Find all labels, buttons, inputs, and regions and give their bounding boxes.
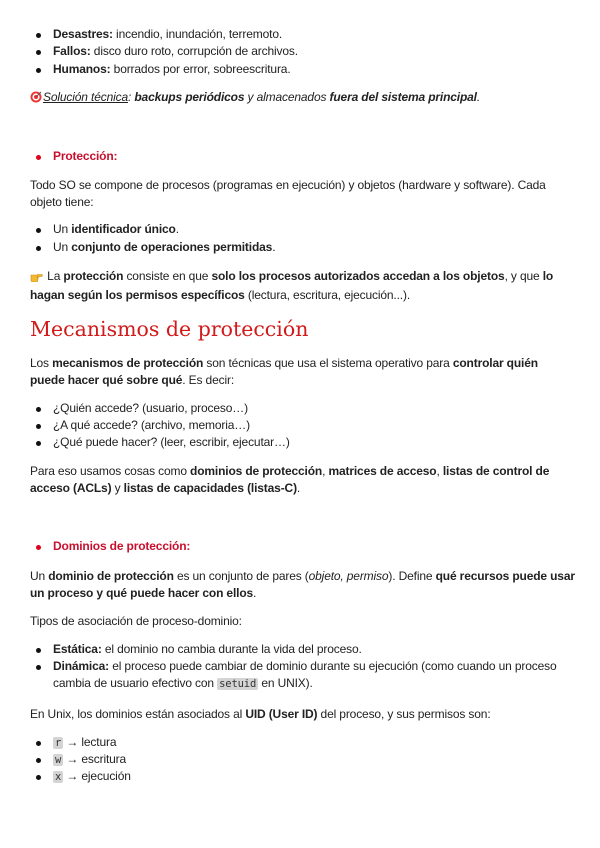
item-label: Desastres: [53, 27, 113, 41]
list-item: ¿Qué puede hacer? (leer, escribir, ejecutar…) [53, 434, 573, 451]
p1-text: . Es decir: [182, 373, 234, 387]
item-text: incendio, inundación, terremoto. [112, 27, 283, 41]
perm-code: x [55, 771, 62, 783]
list-item: ¿Quién accede? (usuario, proceso…) [53, 400, 573, 417]
perm-text: lectura [81, 735, 117, 749]
item-pre: Un [53, 222, 72, 236]
p2-text: , [436, 464, 443, 478]
type-label: Dinámica: [53, 659, 110, 673]
protection-intro: Todo SO se compone de procesos (programas en ejecución) y objetos (hardware y software). Cada objeto tiene: [30, 178, 546, 209]
list-item [53, 658, 573, 693]
permission-item [53, 768, 573, 786]
def-text: consiste en que [123, 269, 212, 283]
perm-text: ejecución [81, 769, 131, 783]
p2-text: y [111, 481, 124, 495]
list-item [53, 26, 573, 43]
list-item: ¿A qué accede? (archivo, memoria…) [53, 417, 573, 434]
perm-code: r [55, 737, 62, 749]
unix-text: En Unix, los dominios están asociados al [30, 707, 246, 721]
dd-text: . [253, 586, 257, 600]
item-bold: conjunto de operaciones permitidas [71, 240, 273, 254]
p2-text: , [322, 464, 329, 478]
item-post: . [175, 222, 179, 236]
list-item [53, 43, 573, 60]
solution-bold-2: fuera del sistema principal [329, 90, 477, 104]
arrow-icon: → [63, 769, 82, 783]
list-item [53, 221, 573, 238]
item-text: borrados por error, sobreescritura. [110, 62, 291, 76]
solution-end: . [476, 90, 481, 104]
mechanisms-tools [30, 463, 575, 497]
list-item [53, 641, 573, 658]
solution-colon: : [128, 90, 135, 104]
perm-code: w [55, 754, 62, 766]
solution-note [30, 89, 575, 108]
item-pre: Un [53, 240, 72, 254]
type-text: el dominio no cambia durante la vida del proceso. [101, 642, 362, 656]
p2-bold: dominios de protección [190, 464, 323, 478]
section-title: Mecanismos de protección [30, 317, 309, 341]
dd-bold: dominio de protección [48, 569, 174, 583]
def-text: (lectura, escritura, ejecución...). [244, 288, 411, 302]
item-text: disco duro roto, corrupción de archivos. [90, 44, 298, 58]
protection-heading: Protección: [53, 148, 573, 165]
protection-definition [30, 268, 575, 304]
def-bold: protección [63, 269, 124, 283]
p1-text: son técnicas que usa el sistema operativo para [203, 356, 453, 370]
p2-text: Para eso usamos cosas como [30, 464, 191, 478]
arrow-icon: → [63, 735, 82, 749]
domain-types-intro: Tipos de asociación de proceso-dominio: [30, 614, 242, 628]
code-setuid: setuid [219, 678, 257, 690]
item-label: Fallos: [53, 44, 91, 58]
perm-text: escritura [81, 752, 127, 766]
pointing-hand-icon [30, 270, 43, 287]
p2-text: . [296, 481, 301, 495]
p1-bold: controlar quién puede hacer qué sobre qué [30, 356, 538, 387]
unix-bold: UID (User ID) [245, 707, 318, 721]
mechanisms-intro [30, 355, 575, 389]
domains-heading: Dominios de protección: [53, 538, 573, 555]
item-bold: identificador único [71, 222, 176, 236]
permission-item [53, 751, 573, 769]
type-text: el proceso puede cambiar de dominio durante su ejecución (como cuando un proceso cambia de usuario efectivo con [53, 659, 557, 690]
dd-text: Un [30, 569, 49, 583]
p2-bold: listas de capacidades (listas-C) [123, 481, 297, 495]
solution-bold-1: backups periódicos [134, 90, 245, 104]
def-bold: lo hagan según los permisos específicos [30, 269, 554, 302]
unix-text: del proceso, y sus permisos son: [317, 707, 491, 721]
p2-bold: matrices de acceso [328, 464, 437, 478]
item-post: . [272, 240, 276, 254]
permission-item [53, 734, 573, 752]
p1-text: Los [30, 356, 53, 370]
item-label: Humanos: [53, 62, 111, 76]
type-end: en UNIX). [258, 676, 313, 690]
solution-lead: Solución técnica [43, 90, 128, 104]
domain-definition [30, 568, 575, 602]
dd-text: ). Define [388, 569, 436, 583]
dd-italic: objeto, permiso [308, 569, 389, 583]
def-text: La [44, 269, 64, 283]
target-icon [30, 91, 42, 108]
unix-domains [30, 706, 575, 723]
arrow-icon: → [63, 752, 82, 766]
p1-bold: mecanismos de protección [52, 356, 204, 370]
def-text: , y que [504, 269, 543, 283]
p2-bold: listas de control de acceso (ACLs) [30, 464, 550, 495]
dd-text: es un conjunto de pares ( [173, 569, 309, 583]
dd-bold: qué recursos puede usar un proceso y qué puede hacer con ellos [30, 569, 575, 600]
list-item [53, 239, 573, 256]
list-item [53, 61, 573, 78]
solution-text-1: y almacenados [244, 90, 330, 104]
def-bold: solo los procesos autorizados accedan a los objetos [211, 269, 505, 283]
type-label: Estática: [53, 642, 102, 656]
